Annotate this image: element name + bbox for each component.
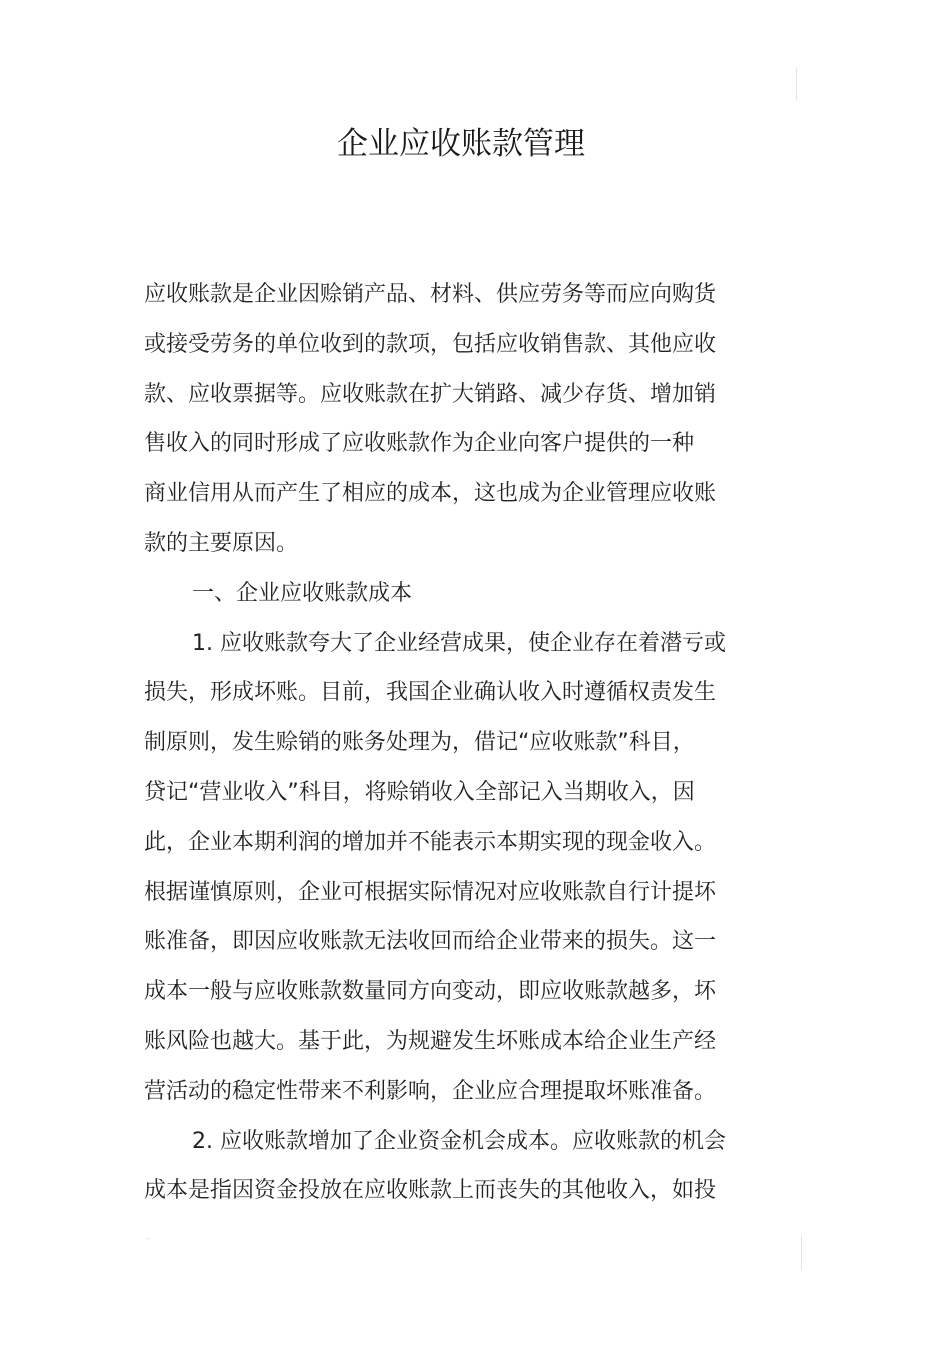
body-line: 账准备，即因应收账款无法收回而给企业带来的损失。这一 [144,929,717,955]
body-line: 款、应收票据等。应收账款在扩大销路、减少存货、增加销 [144,381,717,407]
body-line: 或接受劳务的单位收到的款项，包括应收销售款、其他应收 [144,331,717,357]
body-line: 一、企业应收账款成本 [192,580,413,606]
body-line: 商业信用从而产生了相应的成本，这也成为企业管理应收账 [144,481,717,507]
body-line: 1. 应收账款夸大了企业经营成果，使企业存在着潜亏或 [192,630,726,656]
body-line: 根据谨慎原则，企业可根据实际情况对应收账款自行计提坏 [144,879,717,905]
page-edge-mark-bottom [801,1236,802,1270]
body-line: 账风险也越大。基于此，为规避发生坏账成本给企业生产经 [144,1028,717,1054]
body-line: 应收账款是企业因赊销产品、材料、供应劳务等而应向购货 [144,282,717,307]
body-line: 损失，形成坏账。目前，我国企业确认收入时遵循权责发生 [144,680,717,706]
page-corner-mark [146,1238,150,1239]
body-line: 2. 应收账款增加了企业资金机会成本。应收账款的机会 [192,1128,726,1154]
document-title: 企业应收账款管理 [337,126,585,162]
body-line: 款的主要原因。 [144,530,299,556]
body-line: 制原则，发生赊销的账务处理为，借记“应收账款”科目， [144,730,695,756]
body-line: 成本一般与应收账款数量同方向变动，即应收账款越多，坏 [144,979,717,1005]
body-line: 营活动的稳定性带来不利影响，企业应合理提取坏账准备。 [144,1078,717,1104]
page-edge-mark-top [796,68,797,100]
document-body [144,270,754,1216]
body-line: 贷记“营业收入”科目，将赊销收入全部记入当期收入，因 [144,779,695,805]
body-line: 成本是指因资金投放在应收账款上而丧失的其他收入，如投 [144,1178,717,1204]
body-line: 售收入的同时形成了应收账款作为企业向客户提供的一种 [144,431,695,457]
body-line: 此，企业本期利润的增加并不能表示本期实现的现金收入。 [144,829,717,855]
